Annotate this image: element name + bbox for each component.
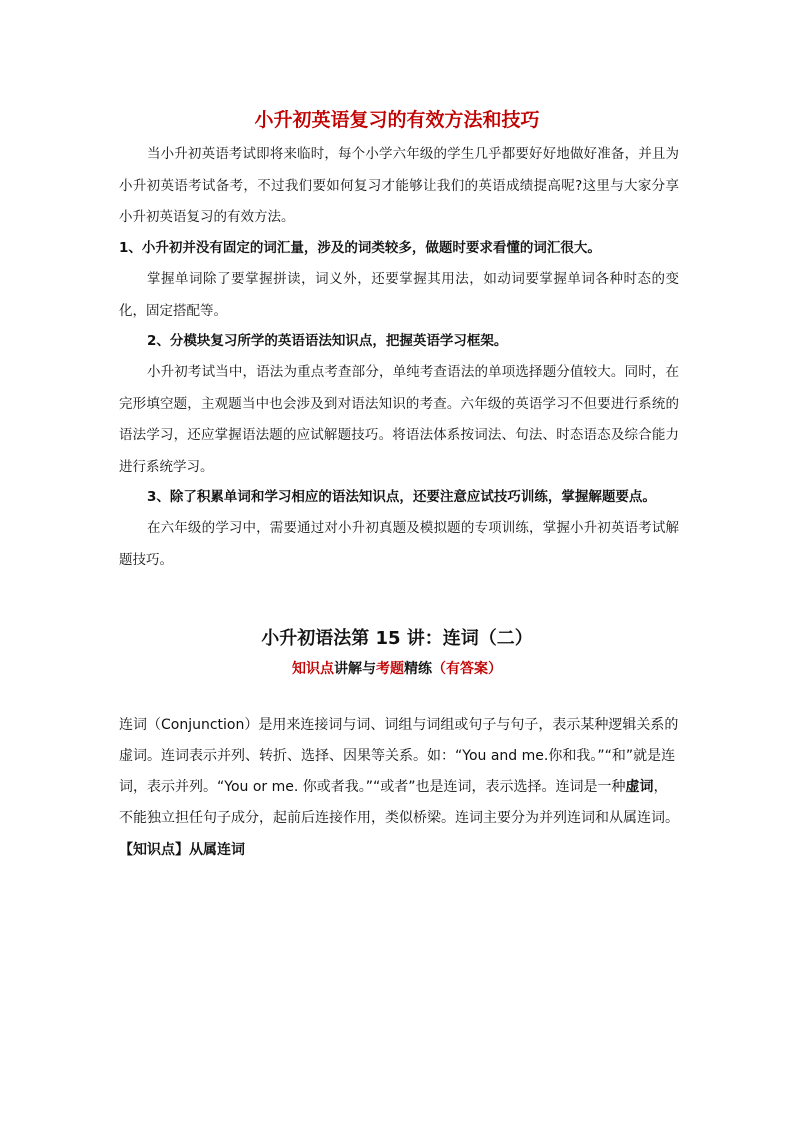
lesson-subtitle xyxy=(0,658,794,678)
lesson-body xyxy=(119,710,679,834)
point-1-heading: 1、小升初并没有固定的词汇量，涉及的词类较多，做题时要求看懂的词汇很大。 xyxy=(119,240,601,256)
subtitle-knowledge: 知识点 xyxy=(292,661,334,677)
subtitle-answers: （有答案） xyxy=(432,661,502,677)
point-2-heading: 2、分模块复习所学的英语语法知识点，把握英语学习框架。 xyxy=(147,333,508,349)
point-1-body: 掌握单词除了要掌握拼读，词义外，还要掌握其用法，如动词要掌握单词各种时态的变化，固定搭配等。 xyxy=(119,271,679,319)
article-title: 小升初英语复习的有效方法和技巧 xyxy=(254,109,540,131)
subtitle-explain: 讲解与 xyxy=(334,661,376,677)
lesson-body-text-2: ，不能独立担任句子成分，起前后连接作用，类似桥梁。连词主要分为并列连词和从属连词。 xyxy=(119,779,679,826)
article-intro: 当小升初英语考试即将来临时，每个小学六年级的学生几乎都要好好地做好准备，并且为小升初英语考试备考，不过我们要如何复习才能够让我们的英语成绩提高呢?这里与大家分享小升初英语复习的有效方法。 xyxy=(119,146,679,225)
point-2-body: 小升初考试当中，语法为重点考查部分，单纯考查语法的单项选择题分值较大。同时，在完形填空题，主观题当中也会涉及到对语法知识的考查。六年级的英语学习不但要进行系统的语法学习，还应掌握语法题的应试解题技巧。将语法体系按词法、句法、时态语态及综合能力进行系统学习。 xyxy=(119,364,679,475)
section-bracket: 【知识点】 xyxy=(119,842,189,858)
lesson-title: 小升初语法第 15 讲：连词（二） xyxy=(261,628,533,649)
section-heading xyxy=(119,835,679,866)
section-label: 从属连词 xyxy=(189,842,245,858)
lesson-body-text-1: 连词（Conjunction）是用来连接词与词、词组与词组或句子与句子，表示某种逻辑关系的虚词。连词表示并列、转折、选择、因果等关系。如：“You and me.你和我。”“和”就是连词，表示并列。“You or me. 你或者我。”“或者”也是连词，表示选择。连词是一种 xyxy=(119,717,679,795)
subtitle-exam: 考题 xyxy=(376,661,404,677)
subtitle-practice: 精练 xyxy=(404,661,432,677)
point-3-heading: 3、除了积累单词和学习相应的语法知识点，还要注意应试技巧训练，掌握解题要点。 xyxy=(147,489,656,505)
point-3-body: 在六年级的学习中，需要通过对小升初真题及模拟题的专项训练，掌握小升初英语考试解题技巧。 xyxy=(119,520,679,568)
lesson-body-bold: 虚词 xyxy=(625,779,654,795)
